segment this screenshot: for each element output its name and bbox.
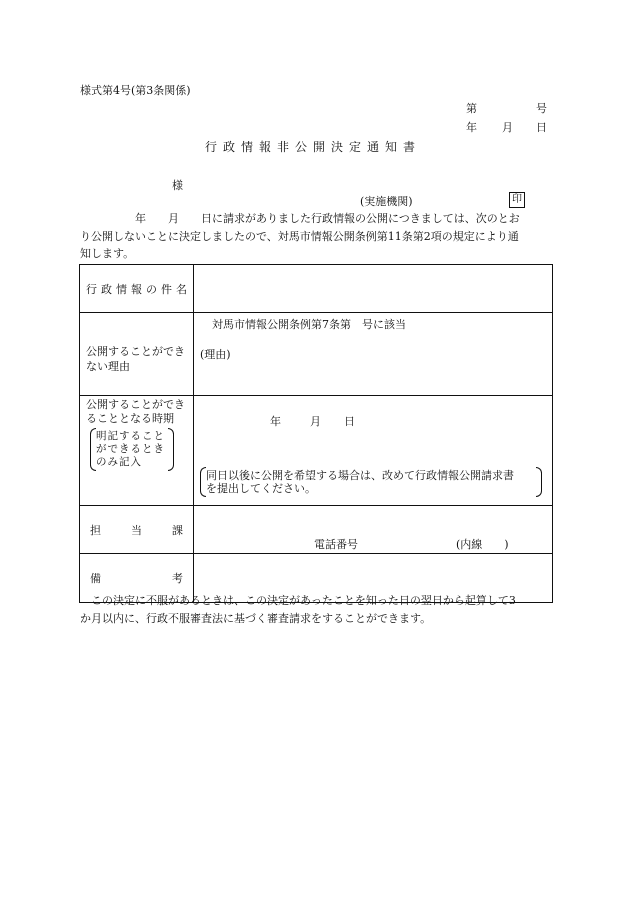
issuer-label: (実施機関) <box>360 195 413 208</box>
table-row-disclosure-time <box>80 396 553 506</box>
label-char: 当 <box>131 523 142 537</box>
label-char: 課 <box>172 523 183 537</box>
date-day: 日 <box>536 121 547 134</box>
body-line: 知します。 <box>80 247 135 260</box>
disclosure-time-label-text: 公開することができることとなる時期 <box>86 398 185 425</box>
disclosure-date <box>194 413 552 433</box>
reason-label-text: 公開することができない理由 <box>86 345 185 373</box>
footer-line: この決定に不服があるときは、この決定があったことを知った日の翌日から起算して3 <box>80 594 516 607</box>
department-label <box>80 506 194 554</box>
decision-table <box>79 264 553 603</box>
reason-label <box>80 313 194 396</box>
footer-line: か月以内に、行政不服審査法に基づく審査請求をすることができます。 <box>80 612 432 625</box>
disclosure-time-cell[interactable] <box>194 396 553 506</box>
table-row-department <box>80 506 553 554</box>
disclosure-notice-line: を提出してください。 <box>206 482 316 495</box>
notice-body <box>80 210 550 263</box>
body-line: 年 月 日に請求がありました行政情報の公開につきましては、次のとお <box>80 212 520 225</box>
ordinance-clause: 対馬市情報公開条例第7条第 号に該当 <box>212 318 406 331</box>
reason-value-cell[interactable] <box>194 313 553 396</box>
disclosure-time-label <box>80 396 194 506</box>
extension-label: (内線 ) <box>456 538 509 551</box>
date-month: 月 <box>502 121 513 134</box>
reason-caption: (理由) <box>200 348 231 361</box>
label-char: 担 <box>90 523 101 537</box>
remarks-label-text <box>86 570 187 586</box>
seal-mark: 印 <box>509 192 525 208</box>
appeal-notice <box>80 592 550 628</box>
disclosure-time-note: 明記することができるときのみ記入 <box>90 428 174 471</box>
label-char: 考 <box>172 572 183 585</box>
table-row-reason <box>80 313 553 396</box>
number-prefix: 第 <box>466 102 477 115</box>
disclosure-month: 月 <box>310 415 321 428</box>
department-label-text <box>86 522 187 538</box>
subject-value-cell[interactable] <box>194 265 553 313</box>
body-line: り公開しないことに決定しましたので、対馬市情報公開条例第11条第2項の規定により通 <box>80 229 519 243</box>
disclosure-year: 年 <box>270 415 281 428</box>
department-value-cell[interactable] <box>194 506 553 554</box>
number-suffix: 号 <box>536 102 547 115</box>
disclosure-notice-line: 同日以後に公開を希望する場合は、改めて行政情報公開請求書 <box>206 469 514 482</box>
label-char: 備 <box>90 572 101 585</box>
recipient-suffix: 様 <box>172 179 183 192</box>
subject-label-text: 行 政 情 報 の 件 名 <box>86 282 187 296</box>
phone-label: 電話番号 <box>314 538 358 551</box>
subject-label <box>80 265 194 313</box>
table-row-subject <box>80 265 553 313</box>
disclosure-notice <box>200 467 542 497</box>
disclosure-day: 日 <box>344 415 355 428</box>
date-year: 年 <box>466 121 477 134</box>
form-number-label: 様式第4号(第3条関係) <box>80 84 191 97</box>
document-title: 行政情報非公開決定通知書 <box>205 140 422 154</box>
